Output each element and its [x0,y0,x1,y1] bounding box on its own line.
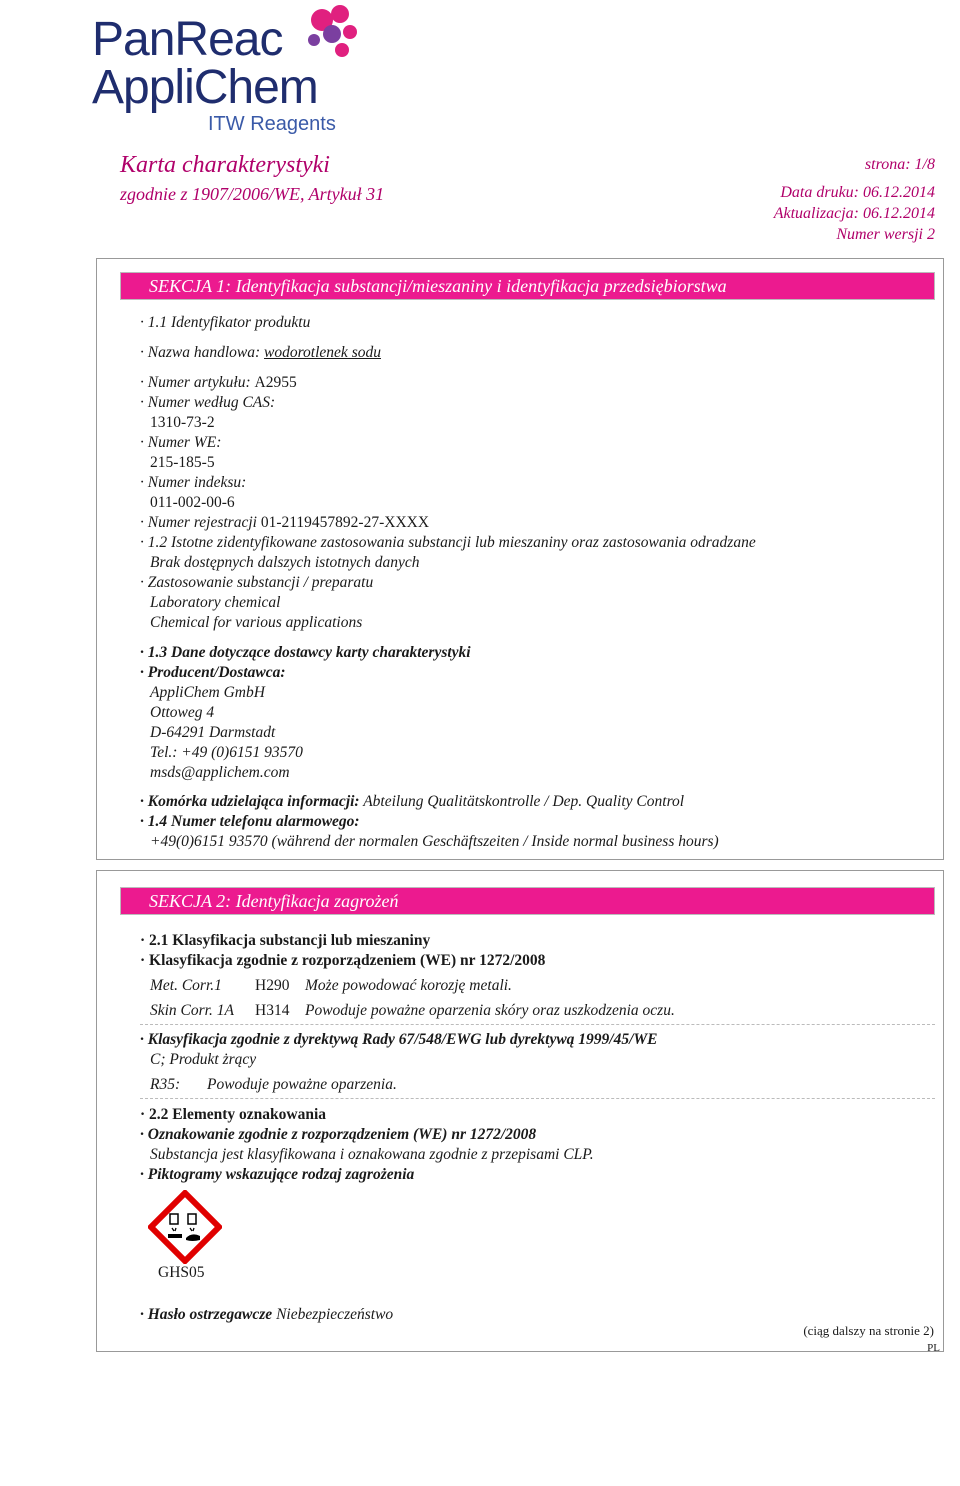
reg-number: 01-2119457892-27-XXXX [260,514,430,531]
s13-heading: · 1.3 Dane dotyczące dostawcy karty charakterystyki [140,644,471,661]
section2-header: SEKCJA 2: Identyfikacja zagrożeń [120,887,935,915]
hazard-text: Powoduje poważne oparzenia skóry oraz uszkodzenia oczu. [305,1002,675,1019]
producer-email: msds@applichem.com [150,764,290,781]
r-phrase-row [150,1075,397,1095]
we-number: 215-185-5 [150,454,215,471]
we-label: · Numer WE: [140,434,222,451]
picto-name: GHS05 [158,1264,205,1281]
document-title: Karta charakterystyki [120,152,330,178]
logo-line1: PanReac [92,13,283,66]
index-number: 011-002-00-6 [150,494,235,511]
s22-heading: · 2.2 Elementy oznakowania [140,1106,327,1123]
hazard-row [150,1001,675,1021]
label-text: Substancja jest klasyfikowana i oznakowana zgodnie z przepisami CLP. [150,1146,594,1163]
hazard-row [150,976,512,996]
logo-line2: AppliChem [92,61,318,114]
article-label: · Numer artykułu: [140,374,251,391]
s11-heading: · 1.1 Identyfikator produktu [140,314,311,331]
page-number: strona: 1/8 [864,156,935,173]
signal-row [140,1305,393,1325]
producer-line: Tel.: +49 (0)6151 93570 [150,744,303,761]
s14-heading: · 1.4 Numer telefonu alarmowego: [140,813,360,830]
article-row [140,373,297,393]
info-label: · Komórka udzielająca informacji: [140,793,360,810]
trade-name-row [140,343,381,363]
s21-heading: · 2.1 Klasyfikacja substancji lub mieszaniny [140,932,431,949]
producer-label: · Producent/Dostawca: [140,664,286,681]
picto-label: · Piktogramy wskazujące rodzaj zagrożenia [140,1166,415,1183]
signal-word: Niebezpieczeństwo [276,1306,394,1323]
r-text: Powoduje poważne oparzenia. [207,1076,397,1093]
s12-heading: · 1.2 Istotne zidentyfikowane zastosowania substancji lub mieszaniny oraz zastosowania odradzane [140,534,756,551]
article-number: A2955 [254,374,297,391]
section1-header: SEKCJA 1: Identyfikacja substancji/mieszaniny i identyfikacja przedsiębiorstwa [120,272,935,300]
document-subtitle: zgodnie z 1907/2006/WE, Artykuł 31 [120,184,385,204]
s12-text: Brak dostępnych dalszych istotnych danych [150,554,420,571]
info-row [140,792,684,812]
producer-line: AppliChem GmbH [150,684,265,701]
language-code: PL [927,1342,940,1354]
index-label: · Numer indeksu: [140,474,247,491]
clp-label: · Klasyfikacja zgodnie z rozporządzeniem (WE) nr 1272/2008 [140,952,546,969]
dsd-symbol: C; Produkt żrący [150,1051,257,1068]
divider [140,1098,935,1099]
signal-label: · Hasło ostrzegawcze [140,1306,273,1323]
update-date: Aktualizacja: 06.12.2014 [773,205,935,222]
use-label: · Zastosowanie substancji / preparatu [140,574,374,591]
reg-row [140,513,429,533]
trade-name: wodorotlenek sodu [264,344,381,361]
hazard-class: Skin Corr. 1A [150,1002,234,1019]
producer-line: Ottoweg 4 [150,704,215,721]
producer-line: D-64291 Darmstadt [150,724,276,741]
cas-number: 1310-73-2 [150,414,215,431]
cas-label: · Numer według CAS: [140,394,276,411]
continued-note: (ciąg dalszy na stronie 2) [803,1323,934,1338]
trade-name-label: · Nazwa handlowa: [140,344,261,361]
logo-line3: ITW Reagents [208,113,336,135]
company-logo [92,0,362,140]
hazard-text: Może powodować korozję metali. [305,977,512,994]
r-code: R35: [150,1076,181,1093]
use-2: Chemical for various applications [150,614,363,631]
hazard-code: H314 [255,1002,290,1019]
version-number: Numer wersji 2 [836,226,935,243]
divider [140,1024,935,1025]
ghs05-corrosion-icon [148,1190,222,1264]
hazard-code: H290 [255,977,290,994]
info-value: Abteilung Qualitätskontrolle / Dep. Quality Control [363,793,685,810]
use-1: Laboratory chemical [150,594,281,611]
dsd-label: · Klasyfikacja zgodnie z dyrektywą Rady 67/548/EWG lub dyrektywą 1999/45/WE [140,1031,658,1048]
emergency-phone: +49(0)6151 93570 (während der normalen Geschäftszeiten / Inside normal business hours) [150,833,719,850]
reg-label: · Numer rejestracji [140,514,257,531]
print-date: Data druku: 06.12.2014 [780,184,935,201]
hazard-class: Met. Corr.1 [150,977,222,994]
label-clp: · Oznakowanie zgodnie z rozporządzeniem (WE) nr 1272/2008 [140,1126,537,1143]
